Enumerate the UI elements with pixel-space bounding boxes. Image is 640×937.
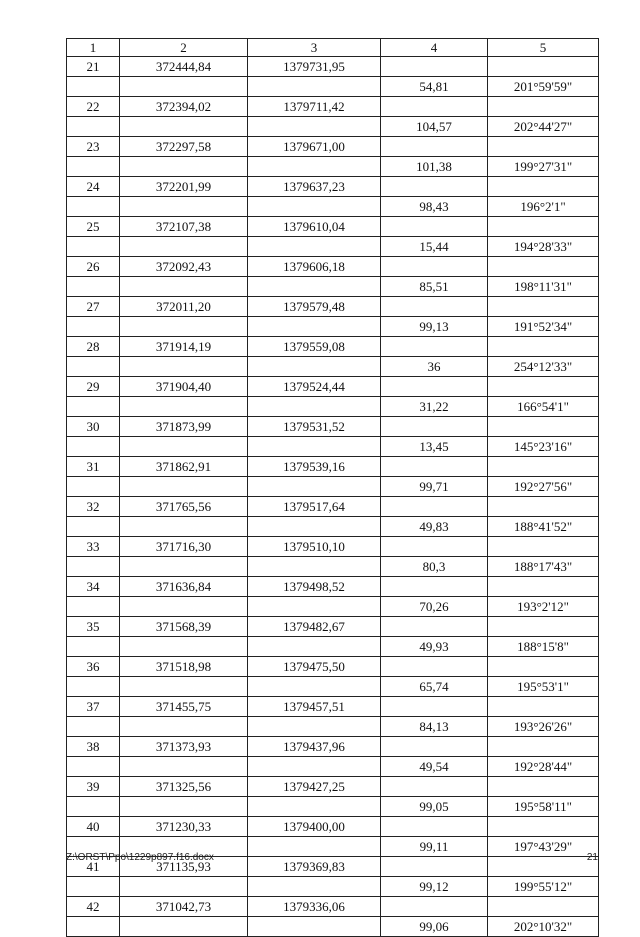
table-row [67, 597, 599, 617]
bearing-cell: 198°11'31" [488, 277, 599, 297]
table-row [67, 237, 599, 257]
point-number-cell [67, 397, 120, 417]
bearing-cell [488, 657, 599, 677]
bearing-cell [488, 137, 599, 157]
x-coordinate-cell: 371373,93 [120, 737, 248, 757]
table-row [67, 197, 599, 217]
point-number-cell [67, 677, 120, 697]
y-coordinate-cell: 1379427,25 [248, 777, 381, 797]
x-coordinate-cell: 372201,99 [120, 177, 248, 197]
x-coordinate-cell: 371518,98 [120, 657, 248, 677]
x-coordinate-cell: 371230,33 [120, 817, 248, 837]
table-row [67, 897, 599, 917]
x-coordinate-cell [120, 397, 248, 417]
distance-cell [381, 497, 488, 517]
y-coordinate-cell: 1379531,52 [248, 417, 381, 437]
x-coordinate-cell [120, 677, 248, 697]
y-coordinate-cell: 1379711,42 [248, 97, 381, 117]
x-coordinate-cell: 371873,99 [120, 417, 248, 437]
x-coordinate-cell [120, 357, 248, 377]
point-number-cell [67, 157, 120, 177]
x-coordinate-cell [120, 717, 248, 737]
table-row [67, 717, 599, 737]
point-number-cell: 35 [67, 617, 120, 637]
distance-cell: 36 [381, 357, 488, 377]
point-number-cell [67, 917, 120, 937]
y-coordinate-cell: 1379369,83 [248, 857, 381, 877]
y-coordinate-cell: 1379579,48 [248, 297, 381, 317]
x-coordinate-cell [120, 757, 248, 777]
bearing-cell [488, 777, 599, 797]
table-row [67, 257, 599, 277]
y-coordinate-cell [248, 237, 381, 257]
table-row [67, 277, 599, 297]
table-row [67, 437, 599, 457]
bearing-cell: 191°52'34" [488, 317, 599, 337]
distance-cell [381, 617, 488, 637]
bearing-cell [488, 257, 599, 277]
point-number-cell [67, 637, 120, 657]
distance-cell [381, 657, 488, 677]
bearing-cell [488, 497, 599, 517]
point-number-cell: 21 [67, 57, 120, 77]
y-coordinate-cell [248, 277, 381, 297]
table-row [67, 217, 599, 237]
point-number-cell [67, 317, 120, 337]
table-row [67, 57, 599, 77]
x-coordinate-cell [120, 637, 248, 657]
table-row [67, 397, 599, 417]
x-coordinate-cell: 372444,84 [120, 57, 248, 77]
y-coordinate-cell: 1379606,18 [248, 257, 381, 277]
distance-cell: 13,45 [381, 437, 488, 457]
table-row [67, 417, 599, 437]
distance-cell [381, 57, 488, 77]
distance-cell: 99,12 [381, 877, 488, 897]
distance-cell [381, 137, 488, 157]
y-coordinate-cell [248, 357, 381, 377]
table-row [67, 77, 599, 97]
y-coordinate-cell [248, 757, 381, 777]
point-number-cell: 22 [67, 97, 120, 117]
x-coordinate-cell [120, 277, 248, 297]
y-coordinate-cell: 1379400,00 [248, 817, 381, 837]
bearing-cell [488, 817, 599, 837]
point-number-cell: 36 [67, 657, 120, 677]
column-header: 5 [488, 39, 599, 57]
point-number-cell: 40 [67, 817, 120, 837]
x-coordinate-cell [120, 917, 248, 937]
point-number-cell: 38 [67, 737, 120, 757]
point-number-cell: 23 [67, 137, 120, 157]
point-number-cell: 24 [67, 177, 120, 197]
x-coordinate-cell: 372092,43 [120, 257, 248, 277]
x-coordinate-cell [120, 477, 248, 497]
point-number-cell [67, 77, 120, 97]
point-number-cell [67, 437, 120, 457]
y-coordinate-cell [248, 837, 381, 857]
distance-cell [381, 217, 488, 237]
distance-cell: 49,83 [381, 517, 488, 537]
distance-cell [381, 817, 488, 837]
bearing-cell [488, 457, 599, 477]
y-coordinate-cell [248, 197, 381, 217]
distance-cell: 104,57 [381, 117, 488, 137]
point-number-cell: 30 [67, 417, 120, 437]
table-row [67, 337, 599, 357]
table-row [67, 137, 599, 157]
point-number-cell [67, 757, 120, 777]
column-header: 4 [381, 39, 488, 57]
y-coordinate-cell [248, 77, 381, 97]
x-coordinate-cell: 371325,56 [120, 777, 248, 797]
x-coordinate-cell [120, 877, 248, 897]
column-header: 2 [120, 39, 248, 57]
distance-cell: 99,05 [381, 797, 488, 817]
bearing-cell [488, 217, 599, 237]
x-coordinate-cell: 371455,75 [120, 697, 248, 717]
x-coordinate-cell [120, 437, 248, 457]
bearing-cell: 197°43'29" [488, 837, 599, 857]
distance-cell [381, 737, 488, 757]
table-row [67, 577, 599, 597]
point-number-cell: 42 [67, 897, 120, 917]
y-coordinate-cell [248, 637, 381, 657]
table-row [67, 697, 599, 717]
distance-cell [381, 857, 488, 877]
table-row [67, 117, 599, 137]
point-number-cell [67, 237, 120, 257]
distance-cell: 99,11 [381, 837, 488, 857]
y-coordinate-cell [248, 677, 381, 697]
point-number-cell: 41 [67, 857, 120, 877]
point-number-cell [67, 277, 120, 297]
y-coordinate-cell [248, 117, 381, 137]
x-coordinate-cell: 371716,30 [120, 537, 248, 557]
x-coordinate-cell [120, 117, 248, 137]
table-row [67, 617, 599, 637]
x-coordinate-cell: 371568,39 [120, 617, 248, 637]
y-coordinate-cell [248, 317, 381, 337]
distance-cell [381, 257, 488, 277]
bearing-cell: 199°27'31" [488, 157, 599, 177]
point-number-cell: 39 [67, 777, 120, 797]
bearing-cell [488, 857, 599, 877]
coordinates-table [66, 38, 599, 937]
distance-cell: 65,74 [381, 677, 488, 697]
bearing-cell: 199°55'12" [488, 877, 599, 897]
point-number-cell [67, 357, 120, 377]
x-coordinate-cell [120, 797, 248, 817]
bearing-cell [488, 57, 599, 77]
x-coordinate-cell [120, 237, 248, 257]
table-row [67, 517, 599, 537]
bearing-cell: 193°2'12" [488, 597, 599, 617]
bearing-cell [488, 337, 599, 357]
x-coordinate-cell: 371135,93 [120, 857, 248, 877]
bearing-cell [488, 577, 599, 597]
table-row [67, 497, 599, 517]
y-coordinate-cell [248, 397, 381, 417]
x-coordinate-cell [120, 77, 248, 97]
y-coordinate-cell: 1379524,44 [248, 377, 381, 397]
y-coordinate-cell [248, 477, 381, 497]
table-body [67, 57, 599, 937]
table-row [67, 777, 599, 797]
table-header-row [67, 39, 599, 57]
distance-cell [381, 897, 488, 917]
y-coordinate-cell: 1379482,67 [248, 617, 381, 637]
point-number-cell: 37 [67, 697, 120, 717]
x-coordinate-cell [120, 597, 248, 617]
table-row [67, 297, 599, 317]
x-coordinate-cell [120, 317, 248, 337]
x-coordinate-cell: 371914,19 [120, 337, 248, 357]
point-number-cell: 25 [67, 217, 120, 237]
distance-cell: 49,54 [381, 757, 488, 777]
point-number-cell [67, 797, 120, 817]
y-coordinate-cell [248, 597, 381, 617]
y-coordinate-cell: 1379559,08 [248, 337, 381, 357]
bearing-cell: 188°15'8" [488, 637, 599, 657]
distance-cell: 31,22 [381, 397, 488, 417]
table-row [67, 877, 599, 897]
y-coordinate-cell [248, 517, 381, 537]
table-row [67, 97, 599, 117]
distance-cell: 70,26 [381, 597, 488, 617]
table-row [67, 917, 599, 937]
x-coordinate-cell [120, 197, 248, 217]
y-coordinate-cell [248, 437, 381, 457]
y-coordinate-cell: 1379510,10 [248, 537, 381, 557]
y-coordinate-cell: 1379336,06 [248, 897, 381, 917]
column-header: 1 [67, 39, 120, 57]
y-coordinate-cell: 1379610,04 [248, 217, 381, 237]
bearing-cell [488, 737, 599, 757]
y-coordinate-cell: 1379671,00 [248, 137, 381, 157]
distance-cell: 49,93 [381, 637, 488, 657]
footer-file-path: Z:\ORST\Ppo\1229p897.f16.docx [66, 852, 214, 863]
bearing-cell: 196°2'1" [488, 197, 599, 217]
distance-cell [381, 97, 488, 117]
bearing-cell: 254°12'33" [488, 357, 599, 377]
bearing-cell [488, 297, 599, 317]
column-header: 3 [248, 39, 381, 57]
bearing-cell: 145°23'16" [488, 437, 599, 457]
table-row [67, 737, 599, 757]
table-row [67, 177, 599, 197]
table-row [67, 557, 599, 577]
distance-cell: 99,06 [381, 917, 488, 937]
distance-cell [381, 777, 488, 797]
distance-cell [381, 177, 488, 197]
distance-cell [381, 297, 488, 317]
y-coordinate-cell: 1379498,52 [248, 577, 381, 597]
y-coordinate-cell: 1379457,51 [248, 697, 381, 717]
point-number-cell [67, 197, 120, 217]
point-number-cell: 29 [67, 377, 120, 397]
footer-page-number: 21 [586, 852, 598, 863]
point-number-cell: 27 [67, 297, 120, 317]
distance-cell [381, 457, 488, 477]
table-row [67, 357, 599, 377]
x-coordinate-cell [120, 557, 248, 577]
distance-cell [381, 417, 488, 437]
table-row [67, 377, 599, 397]
bearing-cell [488, 97, 599, 117]
bearing-cell: 193°26'26" [488, 717, 599, 737]
distance-cell: 99,13 [381, 317, 488, 337]
bearing-cell: 202°10'32" [488, 917, 599, 937]
y-coordinate-cell: 1379731,95 [248, 57, 381, 77]
x-coordinate-cell: 371862,91 [120, 457, 248, 477]
point-number-cell [67, 557, 120, 577]
bearing-cell: 194°28'33" [488, 237, 599, 257]
point-number-cell [67, 477, 120, 497]
bearing-cell [488, 537, 599, 557]
y-coordinate-cell [248, 557, 381, 577]
distance-cell: 99,71 [381, 477, 488, 497]
distance-cell [381, 577, 488, 597]
point-number-cell: 28 [67, 337, 120, 357]
y-coordinate-cell: 1379475,50 [248, 657, 381, 677]
table-row [67, 537, 599, 557]
point-number-cell [67, 597, 120, 617]
y-coordinate-cell [248, 717, 381, 737]
table-row [67, 817, 599, 837]
distance-cell [381, 377, 488, 397]
y-coordinate-cell: 1379539,16 [248, 457, 381, 477]
table-row [67, 637, 599, 657]
bearing-cell: 195°53'1" [488, 677, 599, 697]
distance-cell [381, 537, 488, 557]
y-coordinate-cell [248, 877, 381, 897]
table-row [67, 157, 599, 177]
y-coordinate-cell [248, 917, 381, 937]
bearing-cell: 202°44'27" [488, 117, 599, 137]
point-number-cell [67, 717, 120, 737]
bearing-cell [488, 617, 599, 637]
x-coordinate-cell: 372297,58 [120, 137, 248, 157]
bearing-cell [488, 377, 599, 397]
distance-cell [381, 337, 488, 357]
point-number-cell: 31 [67, 457, 120, 477]
distance-cell: 54,81 [381, 77, 488, 97]
distance-cell: 101,38 [381, 157, 488, 177]
table-row [67, 797, 599, 817]
y-coordinate-cell: 1379437,96 [248, 737, 381, 757]
bearing-cell: 201°59'59" [488, 77, 599, 97]
x-coordinate-cell: 371636,84 [120, 577, 248, 597]
point-number-cell: 34 [67, 577, 120, 597]
table-row [67, 677, 599, 697]
point-number-cell [67, 517, 120, 537]
bearing-cell [488, 417, 599, 437]
distance-cell: 15,44 [381, 237, 488, 257]
point-number-cell: 33 [67, 537, 120, 557]
table-row [67, 757, 599, 777]
bearing-cell: 188°41'52" [488, 517, 599, 537]
distance-cell: 80,3 [381, 557, 488, 577]
y-coordinate-cell [248, 157, 381, 177]
table-row [67, 477, 599, 497]
table-row [67, 317, 599, 337]
y-coordinate-cell: 1379637,23 [248, 177, 381, 197]
x-coordinate-cell: 372107,38 [120, 217, 248, 237]
point-number-cell: 26 [67, 257, 120, 277]
bearing-cell: 192°27'56" [488, 477, 599, 497]
distance-cell: 85,51 [381, 277, 488, 297]
x-coordinate-cell: 371042,73 [120, 897, 248, 917]
bearing-cell: 166°54'1" [488, 397, 599, 417]
x-coordinate-cell [120, 517, 248, 537]
distance-cell [381, 697, 488, 717]
x-coordinate-cell: 372011,20 [120, 297, 248, 317]
bearing-cell: 188°17'43" [488, 557, 599, 577]
bearing-cell [488, 897, 599, 917]
x-coordinate-cell: 371904,40 [120, 377, 248, 397]
bearing-cell [488, 697, 599, 717]
distance-cell: 84,13 [381, 717, 488, 737]
point-number-cell: 32 [67, 497, 120, 517]
y-coordinate-cell [248, 797, 381, 817]
point-number-cell [67, 877, 120, 897]
table-row [67, 457, 599, 477]
table-row [67, 657, 599, 677]
x-coordinate-cell [120, 157, 248, 177]
x-coordinate-cell: 371765,56 [120, 497, 248, 517]
point-number-cell [67, 117, 120, 137]
y-coordinate-cell: 1379517,64 [248, 497, 381, 517]
distance-cell: 98,43 [381, 197, 488, 217]
bearing-cell [488, 177, 599, 197]
x-coordinate-cell: 372394,02 [120, 97, 248, 117]
bearing-cell: 192°28'44" [488, 757, 599, 777]
bearing-cell: 195°58'11" [488, 797, 599, 817]
